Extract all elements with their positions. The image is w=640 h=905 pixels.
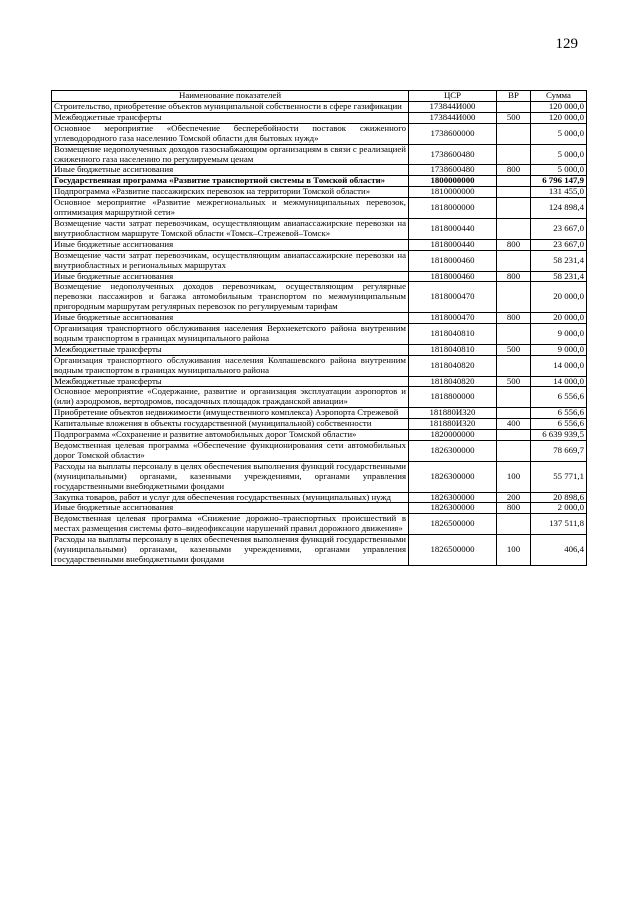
cell-vr <box>497 176 531 187</box>
cell-name: Возмещение недополученных доходов перевозчикам, осуществляющим регулярные перевозки пассажиров и багажа автомобильным транспортом по межмуниципальным пригородным маршрутам регулярных перевозок по регулируемым тарифам <box>52 282 409 313</box>
header-csr: ЦСР <box>409 91 497 102</box>
cell-vr <box>497 430 531 441</box>
cell-vr <box>497 123 531 144</box>
cell-sum: 406,4 <box>531 535 587 566</box>
cell-sum: 58 231,4 <box>531 271 587 282</box>
cell-csr: 1818000440 <box>409 239 497 250</box>
cell-vr: 800 <box>497 271 531 282</box>
cell-csr: 1818040810 <box>409 324 497 345</box>
header-sum: Сумма <box>531 91 587 102</box>
cell-csr: 1818000470 <box>409 313 497 324</box>
cell-name: Расходы на выплаты персоналу в целях обеспечения выполнения функций государственными (муниципальными) органами, казенными учреждениями, органами управления государственными внебюджетными фондами <box>52 461 409 492</box>
cell-vr <box>497 324 531 345</box>
cell-sum: 137 511,8 <box>531 514 587 535</box>
cell-sum: 5 000,0 <box>531 165 587 176</box>
cell-sum: 6 556,6 <box>531 408 587 419</box>
cell-csr: 1818040810 <box>409 344 497 355</box>
header-name: Наименование показателей <box>52 91 409 102</box>
cell-vr <box>497 441 531 462</box>
cell-vr <box>497 514 531 535</box>
cell-vr <box>497 355 531 376</box>
cell-sum: 120 000,0 <box>531 112 587 123</box>
cell-name: Межбюджетные трансферты <box>52 376 409 387</box>
header-vr: ВР <box>497 91 531 102</box>
cell-sum: 23 667,0 <box>531 239 587 250</box>
cell-sum: 124 898,4 <box>531 198 587 219</box>
cell-name: Иные бюджетные ассигнования <box>52 271 409 282</box>
cell-name: Иные бюджетные ассигнования <box>52 503 409 514</box>
cell-name: Возмещение части затрат перевозчикам, осуществляющим авиапассажирские перевозки на внутриобластном маршруте Томской области «Томск–Стрежевой–Томск» <box>52 218 409 239</box>
cell-vr: 500 <box>497 112 531 123</box>
table-row <box>52 355 587 376</box>
cell-sum: 55 771,1 <box>531 461 587 492</box>
table-row <box>52 250 587 271</box>
cell-vr: 800 <box>497 239 531 250</box>
cell-csr: 1826300000 <box>409 492 497 503</box>
table-row <box>52 344 587 355</box>
table-row <box>52 324 587 345</box>
table-row <box>52 503 587 514</box>
cell-name: Капитальные вложения в объекты государственной (муниципальной) собственности <box>52 419 409 430</box>
cell-name: Возмещение части затрат перевозчикам, осуществляющим авиапассажирские перевозки на внутриобластных и региональных маршрутах <box>52 250 409 271</box>
cell-sum: 20 898,6 <box>531 492 587 503</box>
table-body <box>52 102 587 566</box>
cell-name: Государственная программа «Развитие транспортной системы в Томской области» <box>52 176 409 187</box>
cell-vr: 200 <box>497 492 531 503</box>
table-row <box>52 419 587 430</box>
cell-csr: 1826500000 <box>409 514 497 535</box>
table-row <box>52 492 587 503</box>
table-row <box>52 313 587 324</box>
cell-vr: 500 <box>497 376 531 387</box>
cell-csr: 1826300000 <box>409 461 497 492</box>
cell-vr: 500 <box>497 344 531 355</box>
cell-sum: 14 000,0 <box>531 376 587 387</box>
cell-name: Межбюджетные трансферты <box>52 112 409 123</box>
cell-csr: 1818000460 <box>409 250 497 271</box>
table-row <box>52 165 587 176</box>
cell-sum: 20 000,0 <box>531 282 587 313</box>
cell-csr: 173844И000 <box>409 102 497 113</box>
table-row <box>52 271 587 282</box>
cell-csr: 173844И000 <box>409 112 497 123</box>
cell-sum: 78 669,7 <box>531 441 587 462</box>
table-row <box>52 535 587 566</box>
cell-csr: 1810000000 <box>409 187 497 198</box>
cell-sum: 6 556,6 <box>531 387 587 408</box>
cell-csr: 1800000000 <box>409 176 497 187</box>
cell-csr: 181880И320 <box>409 419 497 430</box>
cell-vr: 400 <box>497 419 531 430</box>
cell-csr: 1818000460 <box>409 271 497 282</box>
table-row <box>52 376 587 387</box>
cell-name: Ведомственная целевая программа «Снижение дорожно–транспортных происшествий в местах размещения системы фото–видеофиксации нарушений правил дорожного движения» <box>52 514 409 535</box>
cell-sum: 6 556,6 <box>531 419 587 430</box>
table-row <box>52 176 587 187</box>
page-number: 129 <box>555 36 578 52</box>
cell-vr <box>497 250 531 271</box>
cell-csr: 1826500000 <box>409 535 497 566</box>
cell-name: Подпрограмма «Сохранение и развитие автомобильных дорог Томской области» <box>52 430 409 441</box>
cell-csr: 1826300000 <box>409 441 497 462</box>
cell-csr: 1818000440 <box>409 218 497 239</box>
cell-name: Организация транспортного обслуживания населения Верхнекетского района внутренним водным транспортом в границах муниципального района <box>52 324 409 345</box>
cell-csr: 1818000470 <box>409 282 497 313</box>
cell-vr: 100 <box>497 461 531 492</box>
cell-sum: 9 000,0 <box>531 324 587 345</box>
cell-name: Иные бюджетные ассигнования <box>52 313 409 324</box>
cell-sum: 6 639 939,5 <box>531 430 587 441</box>
cell-name: Основное мероприятие «Обеспечение бесперебойности поставок сжиженного углеводородного газа населению Томской области для бытовых нужд» <box>52 123 409 144</box>
cell-csr: 1818040820 <box>409 376 497 387</box>
cell-sum: 9 000,0 <box>531 344 587 355</box>
cell-name: Иные бюджетные ассигнования <box>52 165 409 176</box>
cell-csr: 1738600480 <box>409 144 497 165</box>
cell-vr <box>497 218 531 239</box>
cell-csr: 1818000000 <box>409 198 497 219</box>
table-row <box>52 461 587 492</box>
table-row <box>52 112 587 123</box>
cell-csr: 1818800000 <box>409 387 497 408</box>
cell-name: Основное мероприятие «Содержание, развитие и организация эксплуатации аэропортов и (или) аэродромов, вертодромов, посадочных площадок гражданской авиации» <box>52 387 409 408</box>
cell-name: Ведомственная целевая программа «Обеспечение функционирования сети автомобильных дорог Томской области» <box>52 441 409 462</box>
cell-sum: 5 000,0 <box>531 144 587 165</box>
cell-name: Подпрограмма «Развитие пассажирских перевозок на территории Томской области» <box>52 187 409 198</box>
table-row <box>52 408 587 419</box>
cell-name: Возмещение недополученных доходов газоснабжающим организациям в связи с реализацией сжиженного газа населению по регулируемым ценам <box>52 144 409 165</box>
table-row <box>52 430 587 441</box>
table-row <box>52 123 587 144</box>
table-header-row <box>52 91 587 102</box>
cell-sum: 2 000,0 <box>531 503 587 514</box>
cell-csr: 1738600000 <box>409 123 497 144</box>
cell-vr <box>497 102 531 113</box>
cell-name: Расходы на выплаты персоналу в целях обеспечения выполнения функций государственными (муниципальными) органами, казенными учреждениями, органами управления государственными внебюджетными фондами <box>52 535 409 566</box>
cell-csr: 1826300000 <box>409 503 497 514</box>
cell-csr: 1738600480 <box>409 165 497 176</box>
cell-name: Строительство, приобретение объектов муниципальной собственности в сфере газификации <box>52 102 409 113</box>
cell-sum: 20 000,0 <box>531 313 587 324</box>
table-row <box>52 218 587 239</box>
cell-vr <box>497 198 531 219</box>
cell-vr: 100 <box>497 535 531 566</box>
cell-csr: 1820000000 <box>409 430 497 441</box>
table-row <box>52 198 587 219</box>
cell-name: Приобретение объектов недвижимости (имущественного комплекса) Аэропорта Стрежевой <box>52 408 409 419</box>
cell-vr <box>497 282 531 313</box>
cell-vr: 800 <box>497 313 531 324</box>
cell-sum: 5 000,0 <box>531 123 587 144</box>
cell-sum: 58 231,4 <box>531 250 587 271</box>
budget-table <box>51 90 587 566</box>
cell-name: Иные бюджетные ассигнования <box>52 239 409 250</box>
cell-vr <box>497 187 531 198</box>
cell-name: Организация транспортного обслуживания населения Колпашевского района внутренним водным транспортом в границах муниципального района <box>52 355 409 376</box>
table-row <box>52 239 587 250</box>
cell-name: Закупка товаров, работ и услуг для обеспечения государственных (муниципальных) нужд <box>52 492 409 503</box>
cell-sum: 6 796 147,9 <box>531 176 587 187</box>
cell-csr: 181880И320 <box>409 408 497 419</box>
table-row <box>52 514 587 535</box>
cell-name: Межбюджетные трансферты <box>52 344 409 355</box>
cell-vr: 800 <box>497 165 531 176</box>
cell-sum: 131 455,0 <box>531 187 587 198</box>
table-row <box>52 187 587 198</box>
cell-sum: 23 667,0 <box>531 218 587 239</box>
cell-vr: 800 <box>497 503 531 514</box>
table-row <box>52 441 587 462</box>
table-row <box>52 102 587 113</box>
cell-csr: 1818040820 <box>409 355 497 376</box>
cell-vr <box>497 408 531 419</box>
table-row <box>52 387 587 408</box>
cell-sum: 14 000,0 <box>531 355 587 376</box>
table-row <box>52 282 587 313</box>
cell-vr <box>497 387 531 408</box>
cell-sum: 120 000,0 <box>531 102 587 113</box>
table-row <box>52 144 587 165</box>
cell-name: Основное мероприятие «Развитие межрегиональных и межмуниципальных перевозок, оптимизация маршрутной сети» <box>52 198 409 219</box>
cell-vr <box>497 144 531 165</box>
